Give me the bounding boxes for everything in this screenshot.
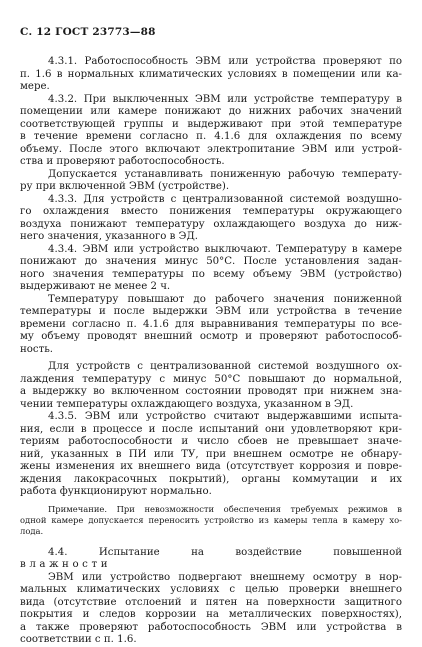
text-line: него значения, указанного в ЭД. bbox=[20, 231, 198, 242]
text-line: 4.3.2. При выключенных ЭВМ или устройстве температуру в bbox=[48, 93, 402, 105]
text-line: чении температуры охлаждающего воздуха, указанном в ЭД. bbox=[20, 398, 354, 410]
text-line: Для устройств с централизованной системой воздушного ох- bbox=[48, 361, 402, 372]
text-line: вида (отсутствие отслоений и пятен на поверхности защитного bbox=[20, 596, 402, 608]
text-line: Допускается устанавливать пониженную рабочую температу- bbox=[48, 168, 402, 180]
text-line: понижают до значения минус 50°С. После установления задан- bbox=[20, 256, 402, 267]
paragraph-4-3-2 bbox=[20, 94, 402, 169]
text-line: соответствующей группы и выдерживают при этой температуре bbox=[20, 118, 402, 130]
paragraph-4-3-1 bbox=[20, 56, 402, 94]
text-line: му объему проводят внешний осмотр и проверяют работоспособ- bbox=[20, 331, 402, 342]
text-line: териям работоспособности и число сбоев не превышает значе- bbox=[20, 436, 402, 447]
note-line: Примечание. При невозможности обеспечения требуемых режимов в bbox=[48, 503, 402, 514]
text-line: 4.3.5. ЭВМ или устройство считают выдержавшими испыта- bbox=[48, 411, 402, 422]
paragraph-centralized-cooling bbox=[20, 361, 402, 411]
text-line: 4.3.1. Работоспособность ЭВМ или устройства проверяют по bbox=[48, 56, 402, 67]
text-line: а выдержку во включенном состоянии проводят при нижнем зна- bbox=[20, 386, 402, 397]
text-line: ного значения температуры по всему объему ЭВМ (устройство) bbox=[20, 268, 402, 280]
text-line: го охлаждения вместо понижения температуры окружающего bbox=[20, 206, 402, 217]
text-line: ЭВМ или устройство подвергают внешнему осмотру в нор- bbox=[48, 571, 402, 583]
note-line: лода. bbox=[20, 525, 44, 536]
text-line: выдерживают не менее 2 ч. bbox=[20, 281, 171, 292]
page-header: С. 12 ГОСТ 23773—88 bbox=[20, 26, 156, 38]
text-line: ность. bbox=[20, 343, 54, 355]
paragraph-temperature-raise bbox=[20, 294, 402, 357]
document-body bbox=[20, 56, 402, 647]
text-line: ру при включенной ЭВМ (устройстве). bbox=[20, 181, 230, 192]
text-line: ждения лакокрасочных покрытий), органы коммутации и их bbox=[20, 473, 402, 485]
text-line: помещении или камере понижают до нижних рабочих значений bbox=[20, 106, 402, 117]
text-line: 4.3.3. Для устройств с централизованной системой воздушно- bbox=[48, 193, 402, 205]
text-line: а также проверяют работоспособность ЭВМ или устройства в bbox=[20, 621, 402, 633]
text-line: температуры и после выдержки ЭВМ или устройства в течение bbox=[20, 306, 402, 317]
text-line: соответствии с п. 1.6. bbox=[20, 634, 137, 645]
text-line: п. 1.6 в нормальных климатических условиях в помещении или ка- bbox=[20, 68, 402, 80]
text-line: жены изменения их внешнего вида (отсутствует коррозия и повре- bbox=[20, 461, 402, 472]
paragraph-4-3-5 bbox=[20, 411, 402, 499]
text-line: в течение времени согласно п. 4.1.6 для охлаждения по всему bbox=[20, 131, 402, 142]
paragraph-4-3-4 bbox=[20, 244, 402, 294]
text-line: покрытия и следов коррозии на металлических поверхностях), bbox=[20, 609, 402, 620]
paragraph-allowance bbox=[20, 169, 402, 194]
paragraph-4-3-3 bbox=[20, 194, 402, 244]
text-line: мере. bbox=[20, 81, 50, 92]
text-line: ния, если в процессе и после испытаний они удовлетворяют кри- bbox=[20, 423, 402, 435]
paragraph-humidity-inspection bbox=[20, 572, 402, 647]
note-line: одной камере допускается переносить устройство из камеры тепла в камеру хо- bbox=[20, 514, 402, 525]
text-line: лаждения температуру с минус 50°С повышают до нормальной, bbox=[20, 373, 402, 385]
heading-line: 4.4. Испытание на воздействие повышенной bbox=[48, 546, 402, 558]
section-heading-4-4 bbox=[20, 547, 402, 572]
text-line: ства и проверяют работоспособность. bbox=[20, 156, 225, 167]
text-line: мальных климатических условиях с целью проверки внешнего bbox=[20, 584, 402, 595]
text-line: воздуха понижают температуру охлаждающего воздуха до ниж- bbox=[20, 218, 402, 230]
text-line: ний, указанных в ПИ или ТУ, при внешнем осмотре не обнару- bbox=[20, 448, 402, 460]
text-line: Температуру повышают до рабочего значения пониженной bbox=[48, 293, 402, 305]
text-line: работа функционируют нормально. bbox=[20, 486, 212, 497]
text-line: объему. После этого включают электропитание ЭВМ или устрой- bbox=[20, 143, 402, 155]
heading-line: влажности bbox=[20, 559, 112, 570]
text-line: 4.3.4. ЭВМ или устройство выключают. Температуру в камере bbox=[48, 243, 402, 255]
text-line: времени согласно п. 4.1.6 для выравнивания температуры по все- bbox=[20, 318, 402, 330]
note bbox=[20, 504, 402, 537]
